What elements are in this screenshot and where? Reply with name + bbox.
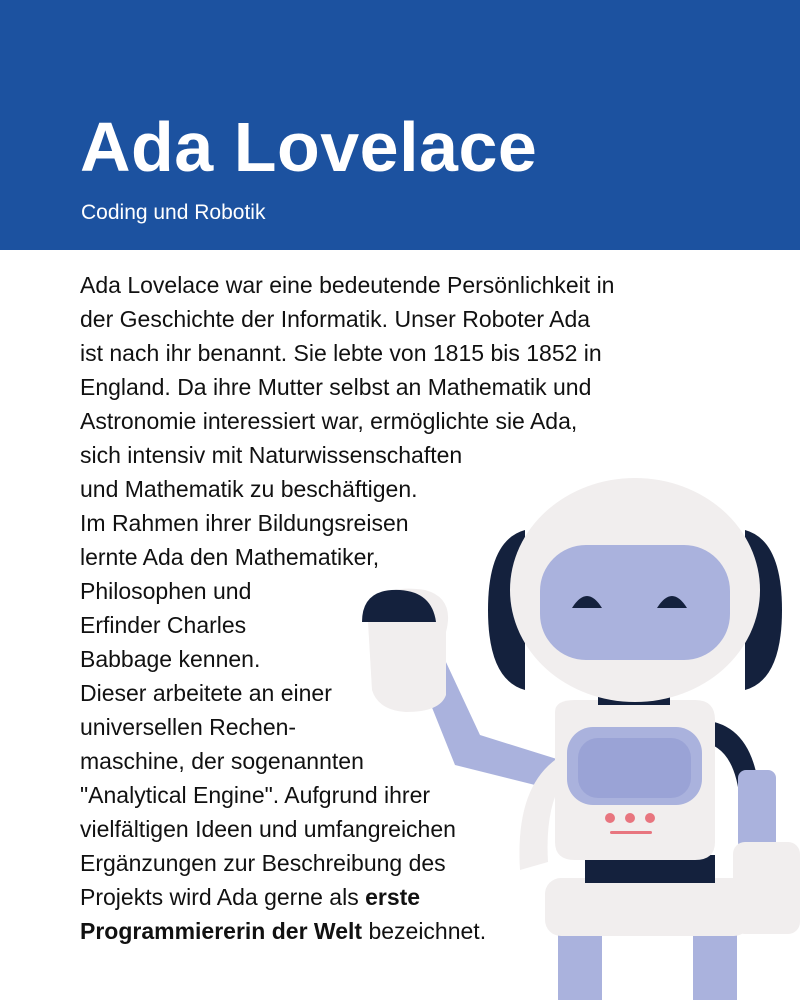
text-line: Dieser arbeitete an einer [80, 680, 332, 706]
text-line: England. Da ihre Mutter selbst an Mathematik und [80, 374, 592, 400]
emphasis-text: erste [365, 884, 421, 910]
robot-right-hand [733, 842, 800, 934]
text-line: universellen Rechen- [80, 714, 297, 740]
text-line: Im Rahmen ihrer Bildungsreisen [80, 510, 409, 536]
text-line: Babbage kennen. [80, 646, 261, 672]
text-line: Erfinder Charles [80, 612, 247, 638]
text-line: maschine, der sogenannten [80, 748, 364, 774]
text-line: "Analytical Engine". Aufgrund ihrer [80, 782, 431, 808]
text-segment: Projekts wird Ada gerne als [80, 884, 366, 910]
biography-text [80, 268, 740, 948]
emphasis-text: Programmiererin der Welt [80, 918, 363, 944]
robot-right-arm [738, 770, 776, 850]
text-line: vielfältigen Ideen und umfangreichen [80, 816, 456, 842]
text-line: Astronomie interessiert war, ermöglichte sie Ada, [80, 408, 578, 434]
text-line: sich intensiv mit Naturwissenschaften [80, 442, 463, 468]
text-line-19 [80, 880, 740, 914]
text-segment: bezeichnet. [362, 918, 487, 944]
page-title: Ada Lovelace [80, 108, 538, 186]
text-line: Ada Lovelace war eine bedeutende Persönlichkeit in [80, 272, 615, 298]
text-line: und Mathematik zu beschäftigen. [80, 476, 418, 502]
text-line: ist nach ihr benannt. Sie lebte von 1815 bis 1852 in [80, 340, 602, 366]
text-line-20 [80, 914, 740, 948]
text-line: Ergänzungen zur Beschreibung des [80, 850, 446, 876]
text-line: der Geschichte der Informatik. Unser Roboter Ada [80, 306, 591, 332]
text-line: Philosophen und [80, 578, 252, 604]
page-subtitle: Coding und Robotik [81, 201, 266, 224]
text-line: lernte Ada den Mathematiker, [80, 544, 380, 570]
